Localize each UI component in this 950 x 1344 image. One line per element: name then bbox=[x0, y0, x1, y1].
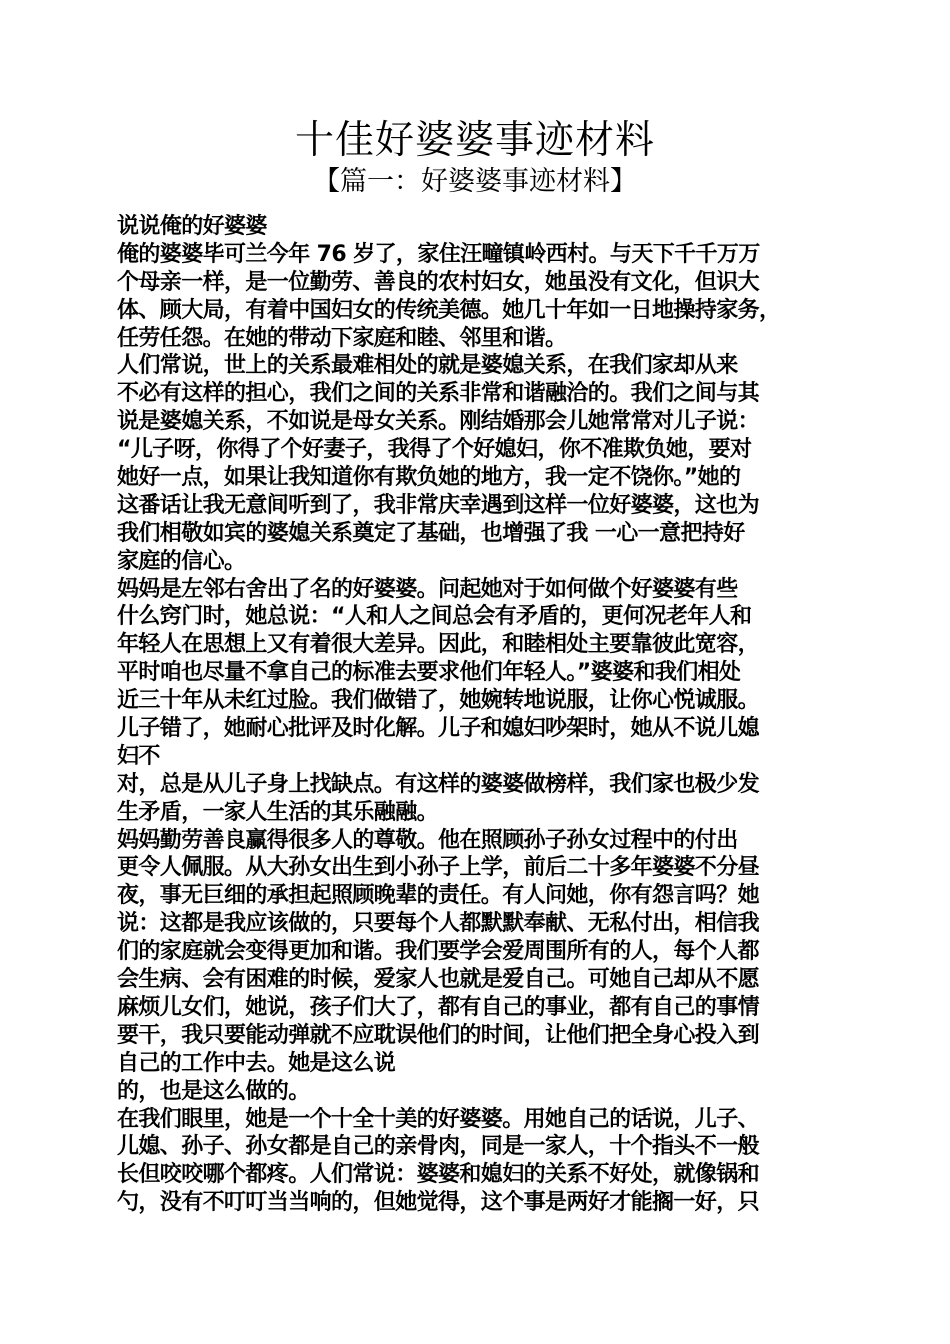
body-line: 任劳任怨。在她的带动下家庭和睦、邻里和谐。 bbox=[117, 325, 567, 351]
body-line: 对，总是从儿子身上找缺点。有这样的婆婆做榜样，我们家也极少发 bbox=[117, 771, 760, 797]
body-line: 儿子错了，她耐心批评及时化解。儿子和媳妇吵架时，她从不说儿媳 bbox=[117, 716, 760, 742]
body-line: “儿子呀，你得了个好妻子，我得了个好媳妇，你不准欺负她，要对 bbox=[117, 437, 752, 463]
body-line: 说说俺的好婆婆 bbox=[117, 214, 267, 239]
body-line: 不必有这样的担心，我们之间的关系非常和谐融洽的。我们之间与其 bbox=[117, 381, 760, 407]
body-line: 近三十年从未红过脸。我们做错了，她婉转地说服，让你心悦诚服。 bbox=[117, 688, 760, 714]
body-line: 妈妈是左邻右舍出了名的好婆婆。问起她对于如何做个好婆婆有些 bbox=[117, 576, 738, 602]
body-line: 我们相敬如宾的婆媳关系奠定了基础，也增强了我 一心一意把持好 bbox=[117, 520, 745, 546]
body-line: 她好一点，如果让我知道你有欺负她的地方，我一定不饶你。”她的 bbox=[117, 465, 741, 491]
document-subtitle: 【篇一：好婆婆事迹材料】 bbox=[313, 166, 637, 197]
body-line: 说：这都是我应该做的，只要每个人都默默奉献、无私付出，相信我 bbox=[117, 911, 760, 937]
body-line: 家庭的信心。 bbox=[117, 548, 246, 574]
body-line: 勺，没有不叮叮当当响的，但她觉得，这个事是两好才能搁一好，只 bbox=[117, 1190, 760, 1216]
body-line: 个母亲一样，是一位勤劳、善良的农村妇女，她虽没有文化，但识大 bbox=[117, 269, 760, 295]
body-line: 平时咱也尽量不拿自己的标准去要求他们年轻人。”婆婆和我们相处 bbox=[117, 660, 741, 686]
body-line: 的，也是这么做的。 bbox=[117, 1078, 310, 1104]
body-line: 妈妈勤劳善良赢得很多人的尊敬。他在照顾孙子孙女过程中的付出 bbox=[117, 827, 738, 853]
body-line: 会生病、会有困难的时候，爱家人也就是爱自己。可她自己却从不愿 bbox=[117, 967, 760, 993]
body-line: 俺的婆婆毕可兰今年 76 岁了，家住汪疃镇岭西村。与天下千千万万 bbox=[117, 241, 760, 267]
body-line: 在我们眼里，她是一个十全十美的好婆婆。用她自己的话说，儿子、 bbox=[117, 1106, 760, 1132]
body-line: 自己的工作中去。她是这么说 bbox=[117, 1050, 396, 1076]
body-line: 要干，我只要能动弹就不应耽误他们的时间，让他们把全身心投入到 bbox=[117, 1022, 760, 1048]
body-line: 更令人佩服。从大孙女出生到小孙子上学，前后二十多年婆婆不分昼 bbox=[117, 855, 760, 881]
body-line: 说是婆媳关系，不如说是母女关系。刚结婚那会儿她常常对儿子说： bbox=[117, 409, 760, 435]
body-line: 麻烦儿女们，她说，孩子们大了，都有自己的事业，都有自己的事情 bbox=[117, 994, 760, 1020]
document-body bbox=[117, 213, 857, 1217]
body-line: 人们常说，世上的关系最难相处的就是婆媳关系，在我们家却从来 bbox=[117, 353, 738, 379]
body-line: 年轻人在思想上又有着很大差异。因此，和睦相处主要靠彼此宽容， bbox=[117, 632, 760, 658]
body-line: 这番话让我无意间听到了，我非常庆幸遇到这样一位好婆婆，这也为 bbox=[117, 492, 760, 518]
body-line: 妇不 bbox=[117, 743, 160, 769]
body-line: 儿媳、孙子、孙女都是自己的亲骨肉，同是一家人，十个指头不一般 bbox=[117, 1134, 760, 1160]
body-line: 夜，事无巨细的承担起照顾晚辈的责任。有人问她，你有怨言吗？她 bbox=[117, 883, 760, 909]
body-line: 生矛盾，一家人生活的其乐融融。 bbox=[117, 799, 439, 825]
body-line: 们的家庭就会变得更加和谐。我们要学会爱周围所有的人，每个人都 bbox=[117, 939, 760, 965]
body-line: 什么窍门时，她总说：“人和人之间总会有矛盾的，更何况老年人和 bbox=[117, 604, 752, 630]
body-line: 长但咬咬哪个都疼。人们常说：婆婆和媳妇的关系不好处，就像锅和 bbox=[117, 1162, 760, 1188]
body-line: 体、顾大局，有着中国妇女的传统美德。她几十年如一日地操持家务， bbox=[117, 297, 781, 323]
document-title: 十佳好婆婆事迹材料 bbox=[294, 118, 655, 163]
